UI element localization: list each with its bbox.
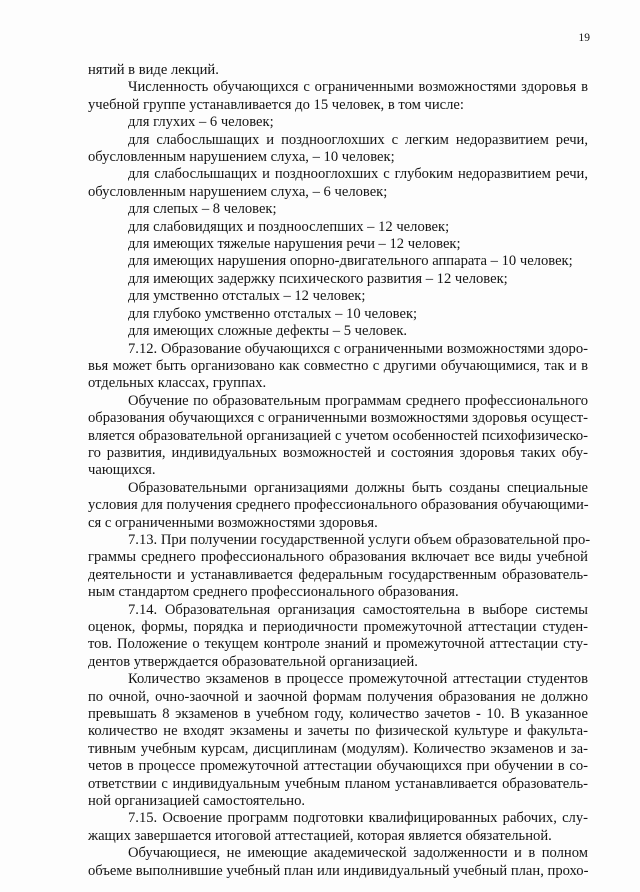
text-line: превышать 8 экзаменов в учебном году, количество зачетов - 10. В указанное: [88, 706, 588, 723]
text-line: для глухих – 6 человек;: [128, 114, 274, 131]
text-line: вья может быть организовано как совместно с другими обучающимися, так и в: [88, 357, 588, 374]
text-line: ным стандартом среднего профессионального образования.: [88, 584, 459, 601]
text-line: для слабослышащих и позднооглохших с глубоким недоразвитием речи,: [128, 166, 588, 183]
text-line: Обучение по образовательным программам среднего профессионального: [128, 392, 588, 409]
text-line: учебной группе устанавливается до 15 человек, в том числе:: [88, 96, 464, 113]
text-line: тов. Положение о текущем контроле знаний и промежуточной аттестации сту-: [88, 636, 588, 653]
text-line: 7.13. При получении государственной услуги объем образовательной про-: [128, 531, 591, 548]
text-line: оценок, формы, порядка и периодичности промежуточной аттестации студен-: [88, 619, 588, 635]
text-line: чающихся.: [88, 462, 156, 479]
text-line: тивным учебным курсам, дисциплинам (модулям). Количество экзаменов и за-: [88, 740, 588, 757]
text-line: отдельных классах, группах.: [88, 375, 267, 392]
text-line: для умственно отсталых – 12 человек;: [128, 288, 366, 305]
text-line: по очной, очно-заочной и заочной формам получения образования не должно: [88, 688, 588, 705]
text-line: Количество экзаменов в процессе промежуточной аттестации студентов: [128, 671, 588, 688]
text-line: ной организацией самостоятельно.: [88, 793, 306, 810]
text-line: объеме выполнившие учебный план или индивидуальный учебный план, прохо-: [88, 862, 589, 879]
text-line: для слабослышащих и позднооглохших с легким недоразвитием речи,: [128, 131, 588, 148]
text-line: Образовательными организациями должны быть созданы специальные: [128, 479, 588, 496]
text-line: для имеющих задержку психического развития – 12 человек;: [128, 270, 508, 287]
document-body: [88, 62, 591, 880]
text-line: го развития, индивидуальных возможностей и состояния здоровья таких обу-: [88, 444, 588, 461]
text-line: граммы среднего профессионального образования включает все виды учебной: [88, 549, 588, 566]
text-line: вляется образовательной организацией с учетом особенностей психофизическо-: [88, 427, 588, 444]
text-line: ответствии с индивидуальным учебным планом устанавливается образователь-: [88, 775, 588, 792]
text-line: 7.14. Образовательная организация самостоятельна в выборе системы: [128, 601, 588, 618]
text-line: для слепых – 8 человек;: [128, 201, 277, 218]
text-line: обусловленным нарушением слуха, – 10 человек;: [88, 149, 395, 166]
text-line: ся с ограниченными возможностями здоровья.: [88, 514, 378, 531]
text-line: для имеющих нарушения опорно-двигательного аппарата – 10 человек;: [128, 253, 573, 270]
text-line: Обучающиеся, не имеющие академической задолженности и в полном: [128, 845, 588, 862]
text-line: для имеющих тяжелые нарушения речи – 12 человек;: [128, 236, 461, 253]
text-line: дентов утверждается образовательной организацией.: [88, 653, 418, 670]
text-line: 7.12. Образование обучающихся с ограниченными возможностями здоро-: [128, 340, 588, 357]
text-line: четов в процессе промежуточной аттестации обучающихся при обучении в со-: [88, 758, 588, 775]
text-line: жащих завершается итоговой аттестацией, которая является обязательной.: [88, 827, 552, 844]
text-line: для глубоко умственно отсталых – 10 человек;: [128, 305, 418, 322]
text-line: нятий в виде лекций.: [88, 62, 219, 78]
text-line: для слабовидящих и поздноослепших – 12 человек;: [128, 218, 450, 235]
text-line: Численность обучающихся с ограниченными возможностями здоровья в: [128, 79, 588, 96]
text-line: условия для получения среднего профессионального образования обучающими-: [88, 497, 589, 514]
text-line: деятельности и устанавливается федеральным государственным образователь-: [88, 566, 588, 583]
text-line: 7.15. Освоение программ подготовки квалифицированных рабочих, слу-: [128, 810, 588, 827]
text-line: обусловленным нарушением слуха, – 6 человек;: [88, 183, 388, 200]
page-number: 19: [578, 32, 590, 44]
text-line: образования обучающихся с ограниченными возможностями здоровья осущест-: [88, 410, 588, 427]
text-line: количество не входят экзамены и зачеты по физической культуре и факульта-: [88, 723, 588, 740]
text-line: для имеющих сложные дефекты – 5 человек.: [128, 323, 408, 340]
